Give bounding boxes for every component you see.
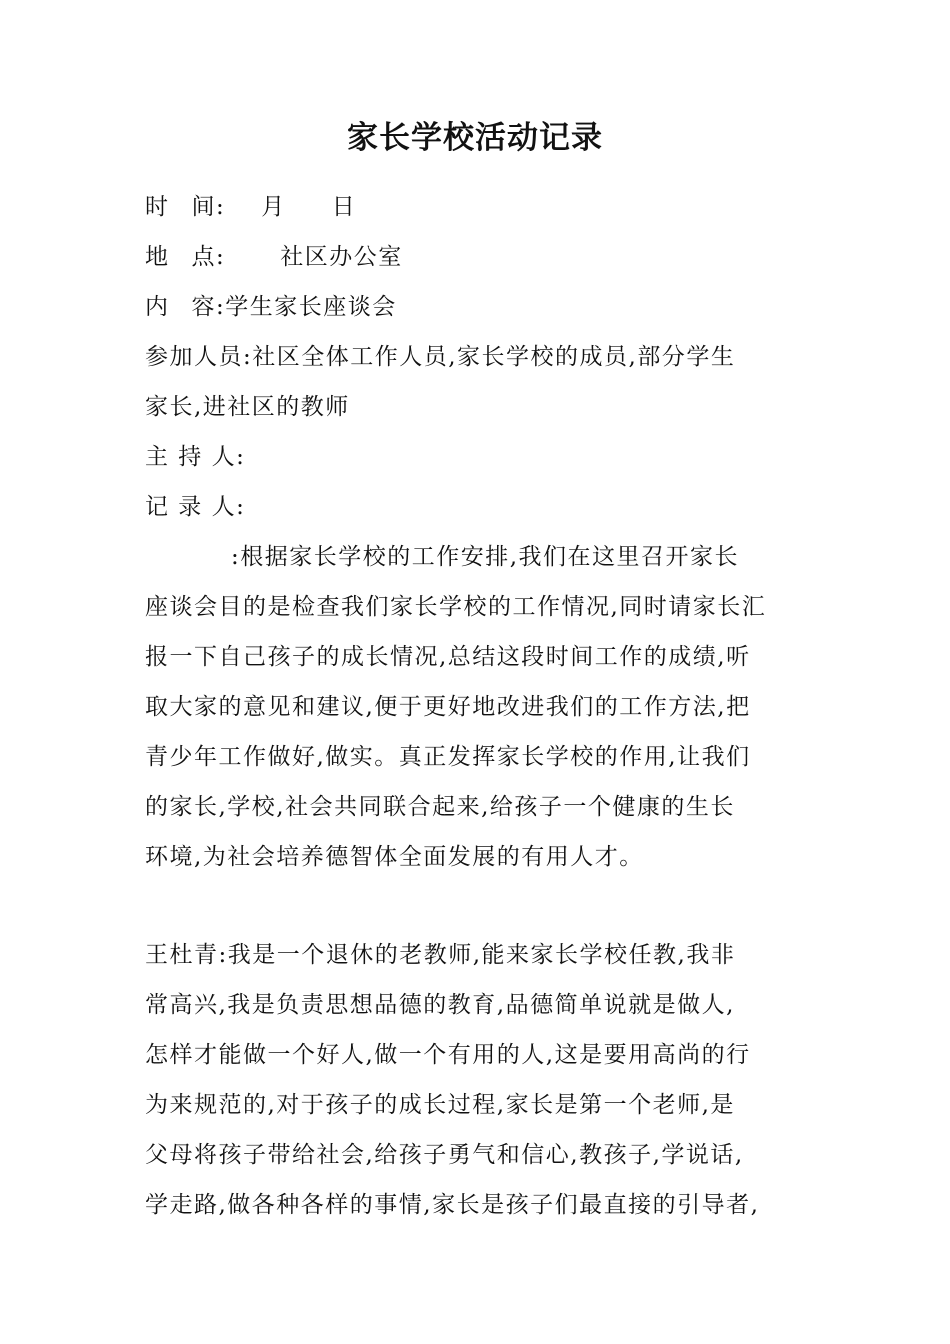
meta-time-line: [145, 182, 813, 232]
location-label-2: 点:: [191, 244, 226, 270]
paragraph-1-line-5: 青少年工作做好,做实。真正发挥家长学校的作用,让我们: [145, 744, 751, 770]
content-value: 学生家长座谈会: [225, 294, 397, 320]
paragraph-1-line-7: 环境,为社会培养德智体全面发展的有用人才。: [145, 844, 644, 870]
paragraph-2-line-1: 王杜青:我是一个退休的老教师,能来家长学校任教,我非: [145, 942, 736, 968]
time-day: 日: [331, 194, 357, 220]
paragraph-1-line-6: 的家长,学校,社会共同联合起来,给孩子一个健康的生长: [145, 794, 735, 820]
meta-content-line: [145, 282, 813, 332]
paragraph-2-line-2: 常高兴,我是负责思想品德的教育,品德简单说就是做人,: [145, 992, 735, 1018]
paragraph-1-line-2: 座谈会目的是检查我们家长学校的工作情况,同时请家长汇: [145, 594, 767, 620]
time-label-2: 间:: [191, 194, 226, 220]
paragraph-1-line-1-text: :根据家长学校的工作安排,我们在这里召开家长: [231, 544, 740, 570]
meta-participants-line-2: 家长,进社区的教师: [145, 394, 350, 420]
recorder-label: 记 录 人:: [145, 494, 246, 520]
location-label-1: 地: [145, 244, 170, 270]
paragraph-2-line-5: 父母将孩子带给社会,给孩子勇气和信心,教孩子,学说话,: [145, 1142, 744, 1168]
document-body: [145, 182, 813, 1230]
location-value: 社区办公室: [280, 244, 403, 270]
paragraph-2-line-4: 为来规范的,对于孩子的成长过程,家长是第一个老师,是: [145, 1092, 735, 1118]
document-title: 家长学校活动记录: [347, 120, 603, 156]
content-label-2: 容:: [191, 294, 226, 320]
paragraph-1-line-3: 报一下自己孩子的成长情况,总结这段时间工作的成绩,听: [145, 644, 751, 670]
meta-host-line: [145, 432, 813, 482]
paragraph-1-line-4: 取大家的意见和建议,便于更好地改进我们的工作方法,把: [145, 694, 751, 720]
paragraph-spacer: [145, 882, 813, 930]
paragraph-2-line-3: 怎样才能做一个好人,做一个有用的人,这是要用高尚的行: [145, 1042, 751, 1068]
time-month: 月: [261, 194, 286, 220]
host-label: 主 持 人:: [145, 444, 246, 470]
meta-recorder-line: [145, 482, 813, 532]
meta-location-line: [145, 232, 813, 282]
paragraph-2-line-6: 学走路,做各种各样的事情,家长是孩子们最直接的引导者,: [145, 1192, 760, 1218]
paragraph-1-line-1: [145, 532, 813, 582]
time-label-1: 时: [145, 194, 170, 220]
content-label-1: 内: [145, 294, 170, 320]
meta-participants-line-1: 参加人员:社区全体工作人员,家长学校的成员,部分学生: [145, 344, 736, 370]
